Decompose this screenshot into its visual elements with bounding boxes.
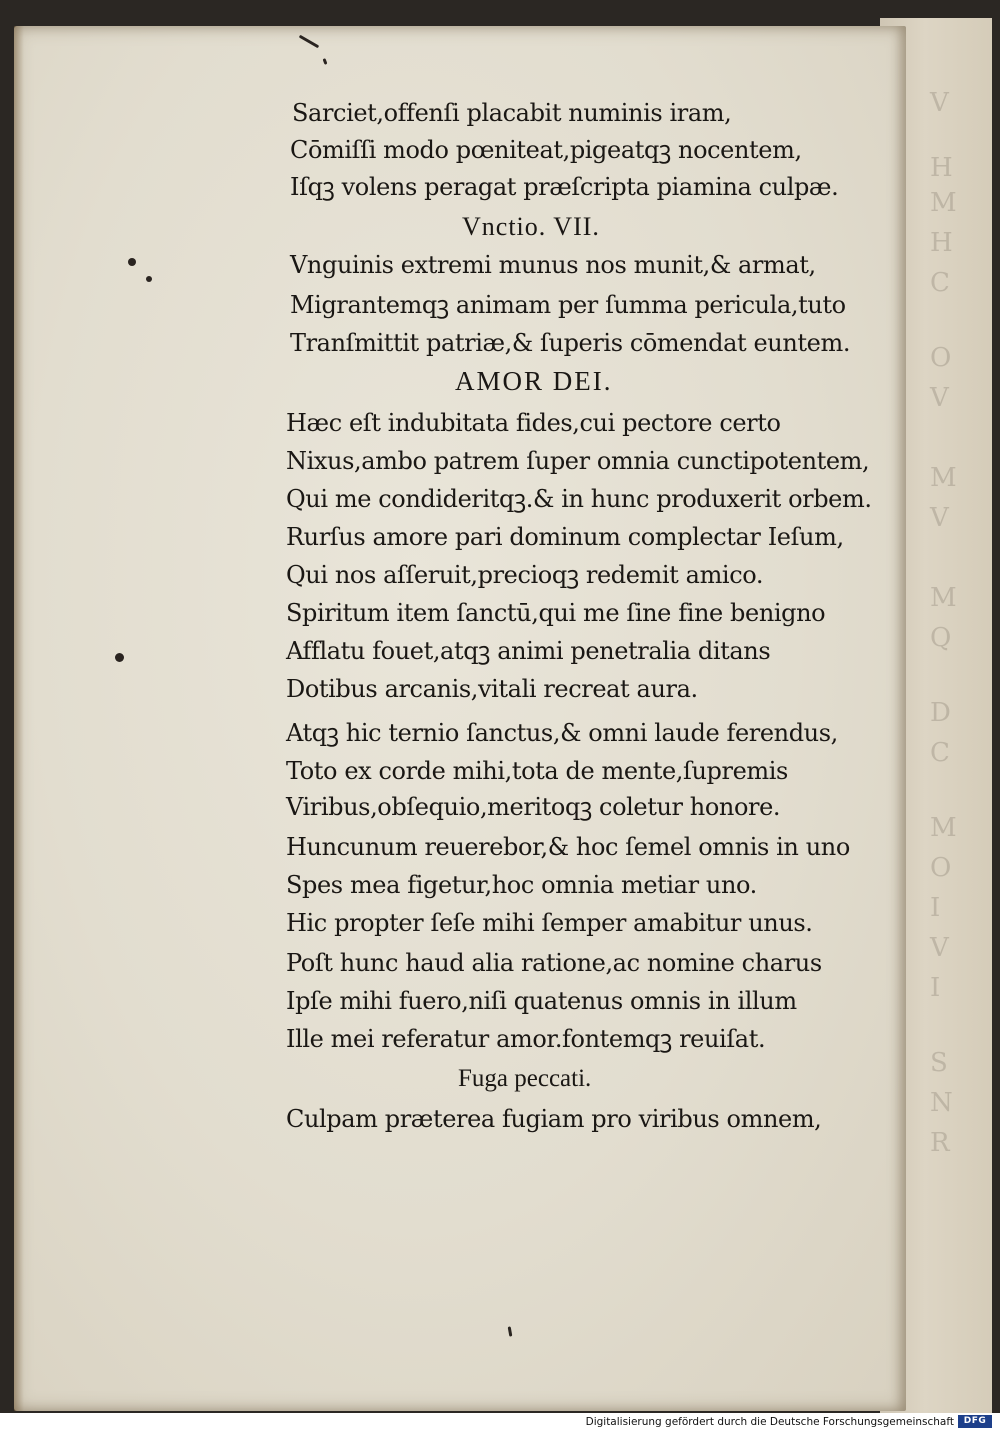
verse-line: Huncunum reuerebor,& hoc ſemel omnis in uno xyxy=(286,833,850,861)
verse-line: Poſt hunc haud alia ratione,ac nomine charus xyxy=(286,949,822,977)
verse-line: Rurſus amore pari dominum complectar Ieſum, xyxy=(286,523,844,551)
verse-line: Atqꝫ hic ternio ſanctus,& omni laude ferendus, xyxy=(286,719,838,747)
verse-line: Hic propter ſeſe mihi ſemper amabitur unus. xyxy=(286,909,813,937)
digitization-footer xyxy=(0,1413,1000,1431)
verse-line: Cōmiſſi modo pœniteat,pigeatqꝫ nocentem, xyxy=(290,136,802,164)
footer-credit: Digitalisierung gefördert durch die Deutsche Forschungsgemeinschaft xyxy=(585,1416,954,1428)
verse-line: Sarciet,offenſi placabit numinis iram, xyxy=(292,99,732,127)
section-heading-unctio: Vnctio. VII. xyxy=(462,212,600,241)
verse-line: Qui nos aſſeruit,precioqꝫ redemit amico. xyxy=(286,561,764,589)
verse-line: Ipſe mihi fuero,niſi quatenus omnis in illum xyxy=(286,987,797,1015)
section-heading-fuga-peccati: Fuga peccati. xyxy=(458,1065,592,1092)
section-heading-amor-dei: AMOR DEI. xyxy=(455,366,613,396)
adjacent-page-edge: V H M H C O V M V M Q D C M O I V I S N R xyxy=(880,18,992,1413)
verse-line: Tranſmittit patriæ,& ſuperis cōmendat euntem. xyxy=(290,329,851,357)
verse-line: Vnguinis extremi munus nos munit,& armat, xyxy=(290,251,816,279)
verse-line: Culpam præterea fugiam pro viribus omnem, xyxy=(286,1105,822,1133)
verse-line: Migrantemqꝫ animam per ſumma pericula,tuto xyxy=(290,291,846,319)
verse-line: Afflatu fouet,atqꝫ animi penetralia ditans xyxy=(286,637,771,665)
verse-line: Iſqꝫ volens peragat præſcripta piamina culpæ. xyxy=(290,173,839,201)
dfg-logo: DFG xyxy=(958,1415,992,1428)
verse-line: Viribus,obſequio,meritoqꝫ coletur honore. xyxy=(286,793,781,821)
verse-line: Toto ex corde mihi,tota de mente,ſupremis xyxy=(286,757,788,785)
verse-line: Dotibus arcanis,vitali recreat aura. xyxy=(286,675,698,703)
verse-line: Hæc eſt indubitata fides,cui pectore certo xyxy=(286,409,781,437)
verse-line: Qui me condideritqꝫ.& in hunc produxerit orbem. xyxy=(286,485,872,513)
verse-line: Ille mei referatur amor.fontemqꝫ reuiſat. xyxy=(286,1025,766,1053)
verse-line: Nixus,ambo patrem ſuper omnia cunctipotentem, xyxy=(286,447,870,475)
verse-line: Spiritum item ſanctū,qui me ſine fine benigno xyxy=(286,599,826,627)
verse-line: Spes mea figetur,hoc omnia metiar uno. xyxy=(286,871,757,899)
